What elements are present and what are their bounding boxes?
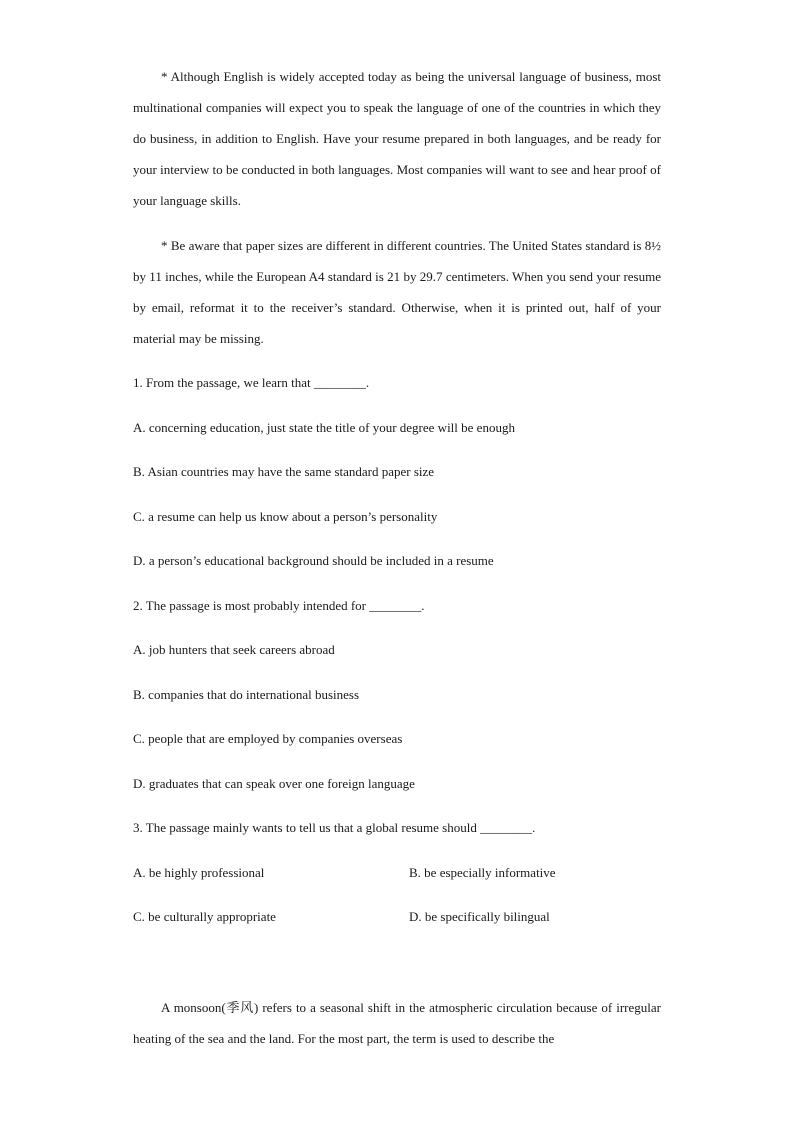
question-3-option-b: B. be especially informative (409, 865, 556, 880)
question-2-stem: 2. The passage is most probably intended for ________. (133, 598, 425, 613)
question-2-option-d: D. graduates that can speak over one foreign language (133, 776, 415, 791)
question-3-option-row-2 (133, 907, 661, 927)
question-1-stem: 1. From the passage, we learn that ________. (133, 375, 370, 390)
question-2-option-b: B. companies that do international business (133, 687, 360, 702)
question-1-option-b: B. Asian countries may have the same standard paper size (133, 464, 435, 479)
question-3-option-row-1 (133, 863, 661, 883)
question-2-option-a: A. job hunters that seek careers abroad (133, 642, 335, 657)
question-1-option-a: A. concerning education, just state the title of your degree will be enough (133, 420, 515, 435)
question-3-stem: 3. The passage mainly wants to tell us that a global resume should ________. (133, 820, 536, 835)
question-3-option-c: C. be culturally appropriate (133, 909, 276, 924)
question-2-option-c: C. people that are employed by companies overseas (133, 731, 403, 746)
question-3-option-a: A. be highly professional (133, 865, 265, 880)
passage-paragraph-paper-size: * Be aware that paper sizes are different in different countries. The United States standard is 8½ by 11 inches, while the European A4 standard is 21 by 29.7 centimeters. When you send your resume by email, reformat it to the receiver’s standard. Otherwise, when it is printed out, half of your material may be missing. (133, 238, 661, 346)
question-3-option-d: D. be specifically bilingual (409, 909, 550, 924)
passage-paragraph-monsoon: A monsoon(季风) refers to a seasonal shift in the atmospheric circulation because of irregular heating of the sea and the land. For the most part, the term is used to describe the (133, 1000, 661, 1046)
question-1-option-c: C. a resume can help us know about a person’s personality (133, 509, 438, 524)
passage-paragraph-language: * Although English is widely accepted today as being the universal language of business, most multinational companies will expect you to speak the language of one of the countries in which they do business, in addition to English. Have your resume prepared in both languages, and be ready for your interview to be conducted in both languages. Most companies will want to see and hear proof of your language skills. (133, 69, 661, 208)
question-1-option-d: D. a person’s educational background should be included in a resume (133, 553, 494, 568)
